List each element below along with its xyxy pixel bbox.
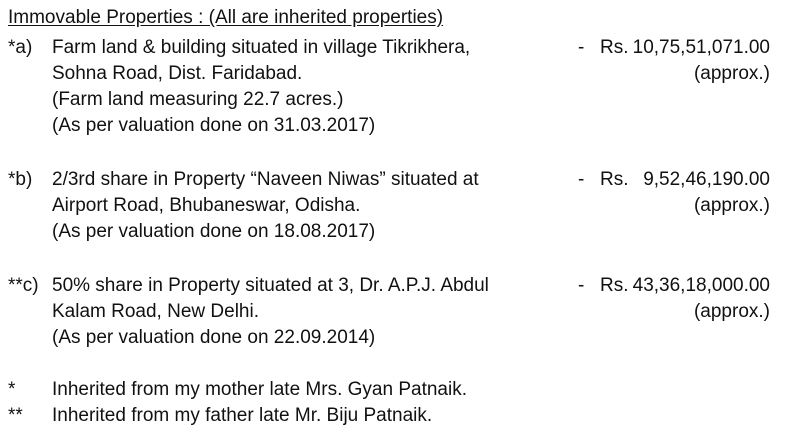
property-marker: **c) — [8, 275, 39, 296]
footnote-marker: ** — [8, 405, 23, 426]
property-description-line: 2/3rd share in Property “Naveen Niwas” situated at — [52, 169, 479, 190]
section-heading: Immovable Properties : (All are inherited properties) — [8, 7, 444, 28]
footnote-marker: * — [8, 379, 16, 400]
property-value: 43,36,18,000.00 — [632, 275, 770, 296]
value-dash: - — [578, 37, 585, 58]
value-dash: - — [578, 169, 585, 190]
currency-label: Rs. — [600, 37, 629, 58]
approx-note: (approx.) — [693, 195, 770, 216]
currency-label: Rs. — [600, 275, 629, 296]
property-description-line: Airport Road, Bhubaneswar, Odisha. — [52, 195, 361, 216]
currency-label: Rs. — [600, 169, 629, 190]
value-dash: - — [578, 275, 585, 296]
property-description-line: Sohna Road, Dist. Faridabad. — [52, 63, 303, 84]
property-description-line: Farm land & building situated in village Tikrikhera, — [52, 37, 471, 58]
footnote-text: Inherited from my mother late Mrs. Gyan Patnaik. — [52, 379, 467, 400]
footnote-text: Inherited from my father late Mr. Biju Patnaik. — [52, 405, 433, 426]
property-value: 9,52,46,190.00 — [643, 169, 770, 190]
approx-note: (approx.) — [693, 301, 770, 322]
property-description-line: (As per valuation done on 31.03.2017) — [52, 115, 376, 136]
property-marker: *a) — [8, 37, 33, 58]
property-value: 10,75,51,071.00 — [632, 37, 770, 58]
property-description-line: (Farm land measuring 22.7 acres.) — [52, 89, 344, 110]
property-description-line: (As per valuation done on 22.09.2014) — [52, 327, 376, 348]
property-description-line: Kalam Road, New Delhi. — [52, 301, 259, 322]
approx-note: (approx.) — [693, 63, 770, 84]
property-description-line: 50% share in Property situated at 3, Dr. A.P.J. Abdul — [52, 275, 489, 296]
property-marker: *b) — [8, 169, 33, 190]
property-description-line: (As per valuation done on 18.08.2017) — [52, 221, 376, 242]
